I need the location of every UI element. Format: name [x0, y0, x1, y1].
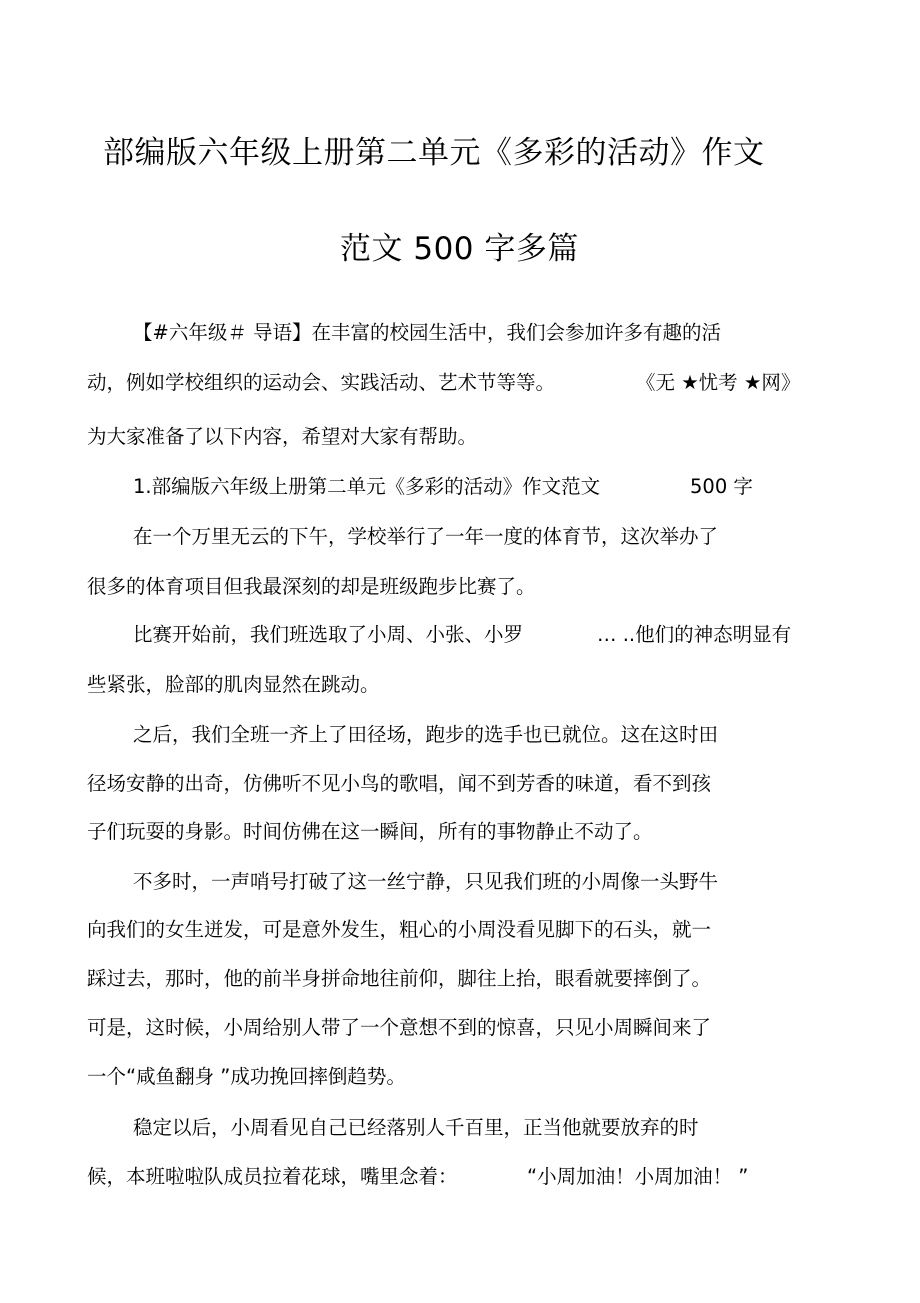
- paragraph-line: 向我们的女生迸发，可是意外发生，粗心的小周没看见脚下的石头，就一: [87, 918, 712, 941]
- paragraph-line: 一个“咸鱼翻身 ”成功挽回摔倒趋势。: [87, 1065, 406, 1088]
- paragraph-line: 可是，这时候，小周给别人带了一个意想不到的惊喜，只见小周瞬间来了: [87, 1016, 712, 1039]
- paragraph-line-source: 《无 ★忧考 ★网》: [636, 371, 801, 394]
- document-title-line-1: 部编版六年级上册第二单元《多彩的活动》作文: [103, 135, 765, 171]
- paragraph-line: 稳定以后，小周看见自己已经落别人千百里，正当他就要放弃的时: [133, 1116, 699, 1139]
- paragraph-line: 【#六年级＃ 导语】在丰富的校园生活中，我们会参加许多有趣的活: [133, 321, 722, 344]
- paragraph-line: 径场安静的出奇，仿佛听不见小鸟的歌唱，闻不到芳香的味道，看不到孩: [87, 772, 712, 795]
- paragraph-line: 踩过去，那时，他的前半身拼命地往前仰，脚往上抬，眼看就要摔倒了。: [87, 967, 712, 990]
- document-title-line-2: 范文 500 字多篇: [340, 231, 579, 267]
- paragraph-line: 比赛开始前，我们班选取了小周、小张、小罗: [133, 623, 524, 646]
- paragraph-line: 在一个万里无云的下午，学校举行了一年一度的体育节，这次举办了: [133, 525, 719, 548]
- paragraph-line: 动，例如学校组织的运动会、实践活动、艺术节等等。: [87, 371, 556, 394]
- paragraph-line: 子们玩耍的身影。时间仿佛在这一瞬间，所有的事物静止不动了。: [87, 820, 653, 843]
- section-heading: 1.部编版六年级上册第二单元《多彩的活动》作文范文: [133, 475, 601, 498]
- paragraph-line: 很多的体育项目但我最深刻的却是班级跑步比赛了。: [87, 575, 536, 598]
- paragraph-line: 不多时，一声哨号打破了这一丝宁静，只见我们班的小周像一头野牛: [133, 870, 719, 893]
- paragraph-line: 候，本班啦啦队成员拉着花球，嘴里念着：: [87, 1165, 458, 1188]
- paragraph-line-quote: “小周加油！小周加油！ ”: [527, 1165, 749, 1188]
- paragraph-line: … ..他们的神态明显有: [597, 623, 792, 646]
- paragraph-line: 之后，我们全班一齐上了田径场，跑步的选手也已就位。这在这时田: [133, 723, 719, 746]
- section-heading-wordcount: 500 字: [690, 475, 753, 498]
- paragraph-line: 些紧张，脸部的肌肉显然在跳动。: [87, 673, 380, 696]
- paragraph-line: 为大家准备了以下内容，希望对大家有帮助。: [87, 425, 478, 448]
